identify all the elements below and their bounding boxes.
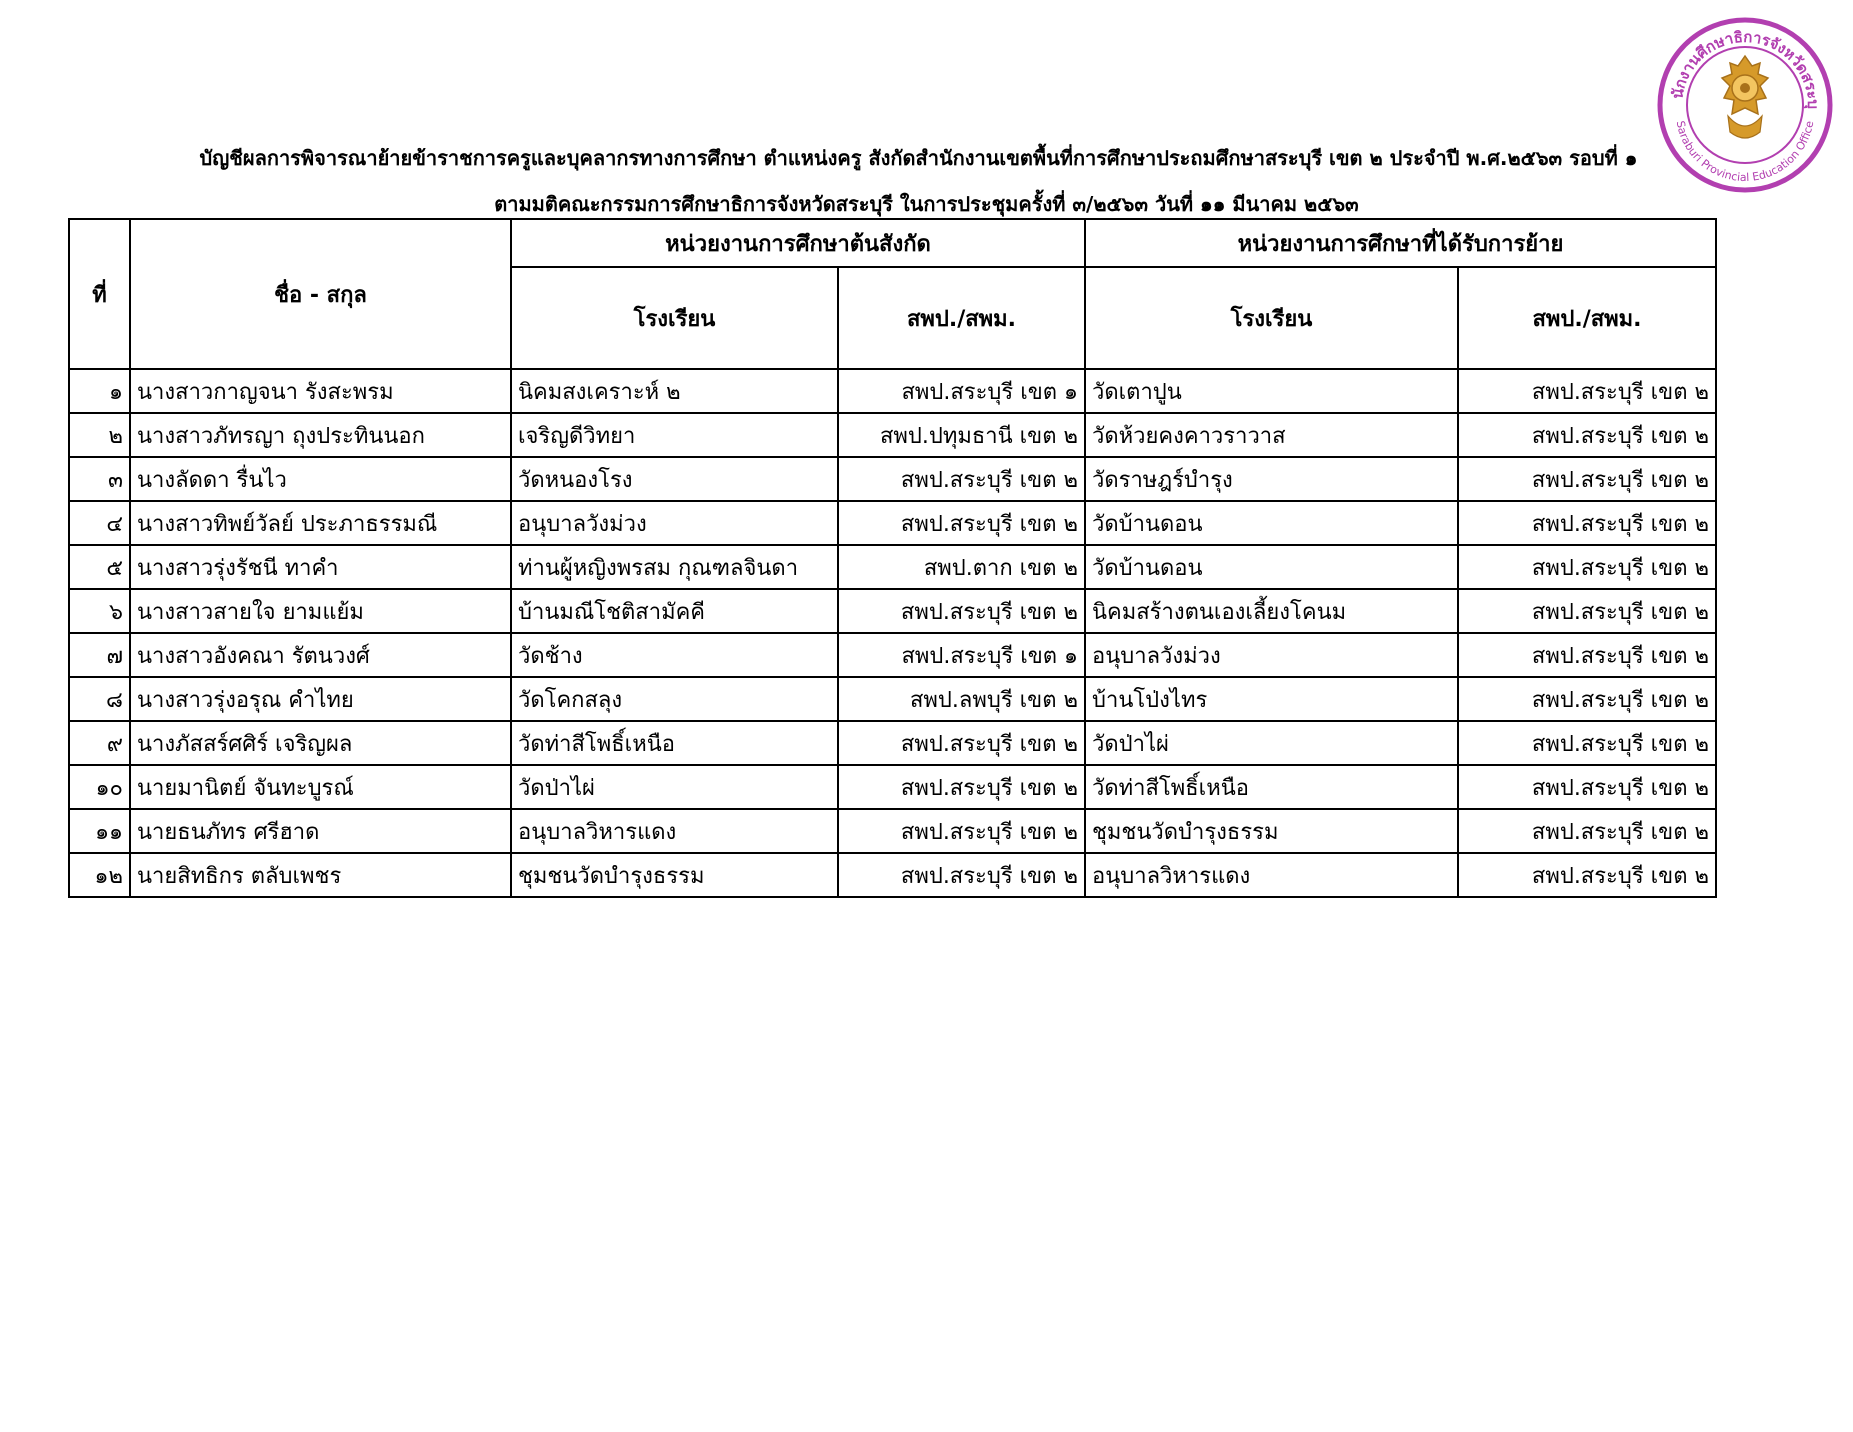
- cell-origin-school: วัดช้าง: [511, 633, 838, 677]
- cell-destination-office: สพป.สระบุรี เขต ๒: [1458, 545, 1716, 589]
- cell-destination-school: วัดบ้านดอน: [1085, 545, 1458, 589]
- cell-destination-office: สพป.สระบุรี เขต ๒: [1458, 765, 1716, 809]
- cell-origin-school: เจริญดีวิทยา: [511, 413, 838, 457]
- cell-origin-school: วัดป่าไผ่: [511, 765, 838, 809]
- cell-origin-school: บ้านมณีโชติสามัคคี: [511, 589, 838, 633]
- header-origin-office: สพป./สพม.: [838, 267, 1085, 369]
- table-row: [69, 457, 1716, 501]
- header-origin-group: หน่วยงานการศึกษาต้นสังกัด: [511, 219, 1085, 267]
- cell-no: ๑๒: [69, 853, 130, 897]
- table-row: [69, 853, 1716, 897]
- cell-destination-office: สพป.สระบุรี เขต ๒: [1458, 677, 1716, 721]
- cell-destination-school: อนุบาลวังม่วง: [1085, 633, 1458, 677]
- cell-destination-office: สพป.สระบุรี เขต ๒: [1458, 721, 1716, 765]
- table-row: [69, 765, 1716, 809]
- cell-name: นายธนภัทร ศรีฮาด: [130, 809, 511, 853]
- cell-no: ๒: [69, 413, 130, 457]
- table-row: [69, 545, 1716, 589]
- table-row: [69, 501, 1716, 545]
- cell-origin-office: สพป.สระบุรี เขต ๒: [838, 765, 1085, 809]
- cell-origin-office: สพป.สระบุรี เขต ๒: [838, 501, 1085, 545]
- cell-destination-office: สพป.สระบุรี เขต ๒: [1458, 853, 1716, 897]
- table-row: [69, 809, 1716, 853]
- cell-destination-school: นิคมสร้างตนเองเลี้ยงโคนม: [1085, 589, 1458, 633]
- cell-no: ๘: [69, 677, 130, 721]
- cell-destination-school: วัดท่าสีโพธิ์เหนือ: [1085, 765, 1458, 809]
- document-subtitle: ตามมติคณะกรรมการศึกษาธิการจังหวัดสระบุรี ในการประชุมครั้งที่ ๓/๒๕๖๓ วันที่ ๑๑ มีนาคม ๒๕๖๓: [494, 192, 1359, 216]
- cell-destination-office: สพป.สระบุรี เขต ๒: [1458, 457, 1716, 501]
- cell-origin-school: วัดท่าสีโพธิ์เหนือ: [511, 721, 838, 765]
- table-row: [69, 413, 1716, 457]
- cell-name: นายมานิตย์ จันทะบูรณ์: [130, 765, 511, 809]
- cell-origin-office: สพป.สระบุรี เขต ๑: [838, 633, 1085, 677]
- cell-origin-office: สพป.สระบุรี เขต ๒: [838, 853, 1085, 897]
- cell-no: ๑๑: [69, 809, 130, 853]
- cell-name: นางสาวรุ่งอรุณ คำไทย: [130, 677, 511, 721]
- header-no: ที่: [69, 219, 130, 369]
- header-name: ชื่อ - สกุล: [130, 219, 511, 369]
- cell-origin-office: สพป.ปทุมธานี เขต ๒: [838, 413, 1085, 457]
- cell-name: นางภัสสร์ศศิร์ เจริญผล: [130, 721, 511, 765]
- header-destination-group: หน่วยงานการศึกษาที่ได้รับการย้าย: [1085, 219, 1716, 267]
- cell-destination-school: อนุบาลวิหารแดง: [1085, 853, 1458, 897]
- cell-destination-office: สพป.สระบุรี เขต ๒: [1458, 413, 1716, 457]
- cell-no: ๑: [69, 369, 130, 413]
- cell-name: นางสาวภัทรญา ถุงประทินนอก: [130, 413, 511, 457]
- cell-origin-school: วัดหนองโรง: [511, 457, 838, 501]
- header-origin-school: โรงเรียน: [511, 267, 838, 369]
- cell-destination-school: วัดเตาปูน: [1085, 369, 1458, 413]
- cell-destination-office: สพป.สระบุรี เขต ๒: [1458, 369, 1716, 413]
- cell-name: นางสาวอังคณา รัตนวงศ์: [130, 633, 511, 677]
- cell-destination-school: วัดบ้านดอน: [1085, 501, 1458, 545]
- cell-no: ๕: [69, 545, 130, 589]
- table-row: [69, 721, 1716, 765]
- cell-no: ๔: [69, 501, 130, 545]
- cell-origin-office: สพป.สระบุรี เขต ๒: [838, 809, 1085, 853]
- cell-destination-school: บ้านโป่งไทร: [1085, 677, 1458, 721]
- cell-destination-school: วัดป่าไผ่: [1085, 721, 1458, 765]
- cell-origin-office: สพป.สระบุรี เขต ๒: [838, 721, 1085, 765]
- cell-destination-office: สพป.สระบุรี เขต ๒: [1458, 633, 1716, 677]
- document-title: บัญชีผลการพิจารณาย้ายข้าราชการครูและบุคลากรทางการศึกษา ตำแหน่งครู สังกัดสำนักงานเขตพื้นที่การศึกษาประถมศึกษาสระบุรี เขต ๒ ประจำปี พ.ศ.๒๕๖๓ รอบที่ ๑: [199, 146, 1638, 170]
- cell-origin-school: ชุมชนวัดบำรุงธรรม: [511, 853, 838, 897]
- cell-destination-office: สพป.สระบุรี เขต ๒: [1458, 589, 1716, 633]
- cell-destination-school: วัดราษฎร์บำรุง: [1085, 457, 1458, 501]
- cell-destination-school: ชุมชนวัดบำรุงธรรม: [1085, 809, 1458, 853]
- svg-text:สำนักงานศึกษาธิการจังหวัดสระบุ: นักงานศึกษาธิการจังหวัดสระบุ: [1668, 27, 1823, 110]
- header-destination-office: สพป./สพม.: [1458, 267, 1716, 369]
- cell-origin-school: อนุบาลวังม่วง: [511, 501, 838, 545]
- cell-origin-office: สพป.สระบุรี เขต ๒: [838, 457, 1085, 501]
- cell-origin-school: นิคมสงเคราะห์ ๒: [511, 369, 838, 413]
- cell-no: ๑๐: [69, 765, 130, 809]
- table-row: [69, 677, 1716, 721]
- cell-origin-school: ท่านผู้หญิงพรสม กุณฑลจินดา: [511, 545, 838, 589]
- cell-origin-school: อนุบาลวิหารแดง: [511, 809, 838, 853]
- cell-name: นางสาวสายใจ ยามแย้ม: [130, 589, 511, 633]
- cell-origin-office: สพป.สระบุรี เขต ๒: [838, 589, 1085, 633]
- cell-name: นางสาวทิพย์วัลย์ ประภาธรรมณี: [130, 501, 511, 545]
- cell-no: ๓: [69, 457, 130, 501]
- header-row-group: [69, 219, 1716, 267]
- cell-name: นายสิทธิกร ตลับเพชร: [130, 853, 511, 897]
- cell-name: นางลัดดา รื่นไว: [130, 457, 511, 501]
- table-row: [69, 633, 1716, 677]
- transfer-table: [68, 218, 1717, 898]
- table-row: [69, 589, 1716, 633]
- cell-no: ๗: [69, 633, 130, 677]
- cell-origin-office: สพป.ตาก เขต ๒: [838, 545, 1085, 589]
- cell-destination-office: สพป.สระบุรี เขต ๒: [1458, 809, 1716, 853]
- cell-origin-office: สพป.สระบุรี เขต ๑: [838, 369, 1085, 413]
- cell-destination-school: วัดห้วยคงคาวราวาส: [1085, 413, 1458, 457]
- svg-text:Saraburi Provincial Education: Saraburi Provincial Education Office: [1673, 119, 1817, 185]
- cell-no: ๙: [69, 721, 130, 765]
- table-row: [69, 369, 1716, 413]
- cell-origin-office: สพป.ลพบุรี เขต ๒: [838, 677, 1085, 721]
- cell-destination-office: สพป.สระบุรี เขต ๒: [1458, 501, 1716, 545]
- cell-origin-school: วัดโคกสลุง: [511, 677, 838, 721]
- header-destination-school: โรงเรียน: [1085, 267, 1458, 369]
- cell-no: ๖: [69, 589, 130, 633]
- cell-name: นางสาวกาญจนา รังสะพรม: [130, 369, 511, 413]
- cell-name: นางสาวรุ่งรัชนี ทาคำ: [130, 545, 511, 589]
